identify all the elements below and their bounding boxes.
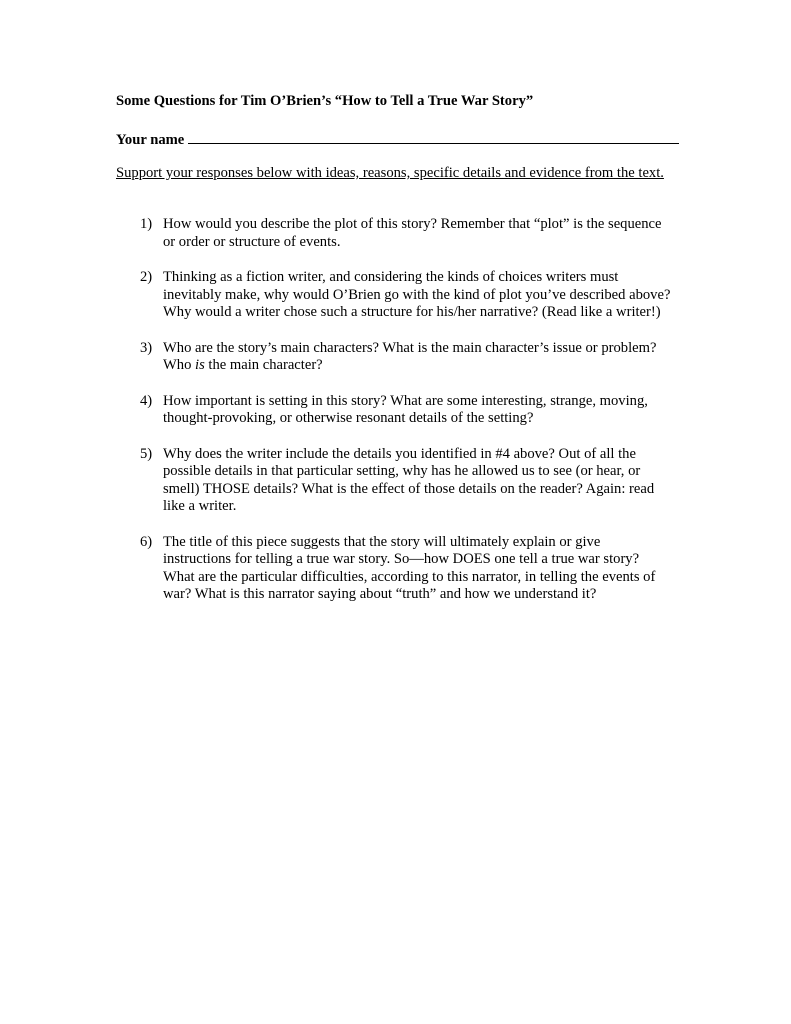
question-line: or order or structure of events. — [163, 233, 341, 250]
question-1 — [140, 216, 710, 251]
question-number: 5) — [140, 445, 153, 462]
question-number: 6) — [140, 533, 153, 550]
question-line: thought-provoking, or otherwise resonant details of the setting? — [163, 410, 534, 426]
question-line: Who are the story’s main characters? What is the main character’s issue or problem? — [163, 339, 657, 356]
question-line: smell) THOSE details? What is the effect of those details on the reader? Again: read — [163, 480, 655, 497]
question-line: How important is setting in this story? What are some interesting, strange, moving, — [163, 392, 648, 409]
instructions-text: Support your responses below with ideas, reasons, specific details and evidence from the text. — [116, 165, 664, 181]
question-line: Why does the writer include the details you identified in #4 above? Out of all the — [163, 445, 636, 462]
question-line: The title of this piece suggests that the story will ultimately explain or give — [163, 533, 601, 550]
question-text-segment: the main character? — [204, 357, 323, 373]
question-number: 1) — [140, 216, 153, 232]
question-6 — [140, 534, 710, 604]
question-line: possible details in that particular setting, why has he allowed us to see (or hear, or — [163, 463, 641, 479]
worksheet-title: Some Questions for Tim O’Brien’s “How to Tell a True War Story” — [116, 93, 534, 109]
question-line: like a writer. — [163, 498, 237, 514]
name-field-row — [116, 129, 679, 150]
questions-list — [140, 216, 710, 622]
question-line: war? What is this narrator saying about “truth” and how we understand it? — [163, 586, 597, 602]
question-line: What are the particular difficulties, according to this narrator, in telling the events of — [163, 568, 656, 585]
question-line: Thinking as a fiction writer, and considering the kinds of choices writers must — [163, 269, 619, 285]
question-line: How would you describe the plot of this story? Remember that “plot” is the sequence — [163, 216, 662, 232]
question-4 — [140, 393, 710, 428]
question-number: 3) — [140, 339, 153, 356]
question-number: 2) — [140, 269, 153, 285]
question-line: instructions for telling a true war story. So—how DOES one tell a true war story? — [163, 551, 640, 567]
question-number: 4) — [140, 392, 153, 409]
question-3 — [140, 340, 710, 375]
question-2 — [140, 269, 710, 322]
question-emphasis: is — [195, 357, 205, 373]
question-line — [163, 357, 710, 375]
question-line: inevitably make, why would O’Brien go with the kind of plot you’ve described above? — [163, 286, 671, 303]
name-label: Your name — [116, 132, 185, 148]
question-line: Why would a writer chose such a structure for his/her narrative? (Read like a writer!) — [163, 304, 661, 320]
question-text-segment: Who — [163, 357, 196, 373]
name-blank-line[interactable] — [188, 129, 679, 144]
question-5 — [140, 446, 710, 516]
